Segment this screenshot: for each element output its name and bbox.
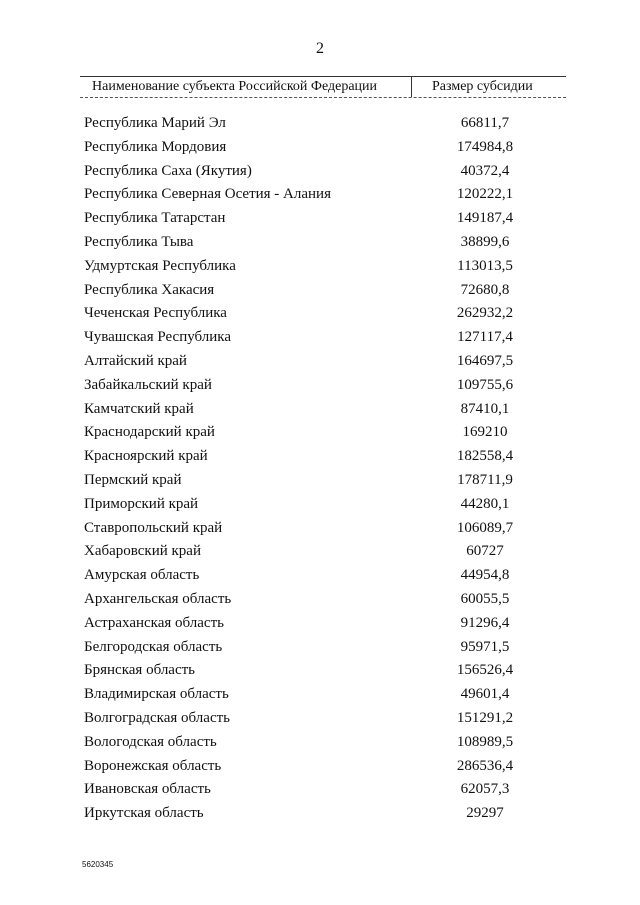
subject-name: Амурская область xyxy=(84,567,200,584)
subject-name: Волгоградская область xyxy=(84,709,230,726)
subject-name: Архангельская область xyxy=(84,590,232,607)
page-number: 2 xyxy=(316,40,324,57)
subject-name: Брянская область xyxy=(84,662,196,679)
subject-name: Иркутская область xyxy=(84,805,204,822)
subject-name: Республика Северная Осетия - Алания xyxy=(84,186,331,203)
subsidy-amount: 87410,1 xyxy=(460,400,510,417)
table-row xyxy=(0,636,640,660)
table-row xyxy=(0,564,640,588)
subsidy-amount: 169210 xyxy=(462,424,508,441)
subsidy-amount: 106089,7 xyxy=(456,519,514,536)
table-row xyxy=(0,207,640,231)
table-row xyxy=(0,326,640,350)
document-code: 5620345 xyxy=(82,860,114,869)
subject-name: Республика Марий Эл xyxy=(84,115,226,131)
subsidy-amount: 62057,3 xyxy=(460,781,510,798)
table-row xyxy=(0,445,640,469)
subject-name: Республика Мордовия xyxy=(84,138,227,155)
subsidy-amount: 108989,5 xyxy=(456,733,514,750)
subsidy-amount: 182558,4 xyxy=(456,448,514,465)
table-body xyxy=(0,112,640,826)
subject-name: Республика Тыва xyxy=(84,233,194,250)
column-header-name: Наименование субъекта Российской Федерации xyxy=(92,79,378,94)
subject-name: Красноярский край xyxy=(84,448,208,465)
subject-name: Чеченская Республика xyxy=(84,305,227,322)
table-header xyxy=(80,76,566,98)
subject-name: Удмуртская Республика xyxy=(84,257,236,274)
table-row xyxy=(0,231,640,255)
table-row xyxy=(0,755,640,779)
column-divider xyxy=(411,77,412,97)
subject-name: Хабаровский край xyxy=(84,543,201,560)
subsidy-amount: 286536,4 xyxy=(456,757,514,774)
subject-name: Ивановская область xyxy=(84,781,211,798)
subsidy-amount: 44954,8 xyxy=(460,567,510,584)
subject-name: Пермский край xyxy=(84,471,182,488)
table-row xyxy=(0,136,640,160)
table-row xyxy=(0,469,640,493)
table-row xyxy=(0,493,640,517)
subsidy-amount: 178711,9 xyxy=(457,471,513,488)
subsidy-amount: 262932,2 xyxy=(456,305,514,322)
subject-name: Приморский край xyxy=(84,495,199,512)
subsidy-amount: 120222,1 xyxy=(456,186,514,203)
subsidy-amount: 44280,1 xyxy=(460,495,510,512)
table-row xyxy=(0,279,640,303)
subject-name: Чувашская Республика xyxy=(84,329,232,346)
table-row xyxy=(0,802,640,826)
table-row xyxy=(0,421,640,445)
subject-name: Владимирская область xyxy=(84,686,229,703)
table-row xyxy=(0,517,640,541)
subsidy-amount: 151291,2 xyxy=(456,709,514,726)
subject-name: Воронежская область xyxy=(84,757,222,774)
subsidy-amount: 91296,4 xyxy=(460,614,510,631)
table-row xyxy=(0,612,640,636)
table-row xyxy=(0,707,640,731)
table-row xyxy=(0,731,640,755)
subject-name: Камчатский край xyxy=(84,400,194,417)
subsidy-amount: 164697,5 xyxy=(456,352,514,369)
subsidy-amount: 72680,8 xyxy=(460,281,510,298)
table-row xyxy=(0,183,640,207)
table-row xyxy=(0,350,640,374)
subject-name: Белгородская область xyxy=(84,638,223,655)
subject-name: Алтайский край xyxy=(84,352,187,369)
subsidy-amount: 60727 xyxy=(466,543,504,560)
subject-name: Вологодская область xyxy=(84,733,217,750)
table-row xyxy=(0,302,640,326)
table-row xyxy=(0,160,640,184)
subsidy-amount: 109755,6 xyxy=(456,376,514,393)
subsidy-amount: 40372,4 xyxy=(460,162,510,179)
subsidy-amount: 60055,5 xyxy=(460,590,510,607)
table-row xyxy=(0,588,640,612)
table-row xyxy=(0,683,640,707)
subject-name: Республика Саха (Якутия) xyxy=(84,162,252,179)
subsidy-amount: 29297 xyxy=(466,805,504,822)
subsidy-amount: 149187,4 xyxy=(456,210,514,227)
column-header-amount: Размер субсидии xyxy=(432,79,533,94)
table-row xyxy=(0,374,640,398)
table-row xyxy=(0,540,640,564)
subsidy-amount: 66811,7 xyxy=(460,115,510,131)
subject-name: Астраханская область xyxy=(84,614,224,631)
table-row xyxy=(0,659,640,683)
table-row xyxy=(0,778,640,802)
subsidy-amount: 95971,5 xyxy=(460,638,510,655)
subject-name: Республика Татарстан xyxy=(84,210,226,227)
subsidy-amount: 127117,4 xyxy=(457,329,513,346)
subject-name: Краснодарский край xyxy=(84,424,215,441)
subsidy-amount: 49601,4 xyxy=(460,686,510,703)
subject-name: Республика Хакасия xyxy=(84,281,215,298)
subsidy-amount: 174984,8 xyxy=(456,138,514,155)
table-row xyxy=(0,112,640,136)
subsidy-amount: 113013,5 xyxy=(457,257,513,274)
subject-name: Забайкальский край xyxy=(84,376,212,393)
subsidy-amount: 156526,4 xyxy=(456,662,514,679)
subject-name: Ставропольский край xyxy=(84,519,223,536)
table-row xyxy=(0,255,640,279)
subsidy-amount: 38899,6 xyxy=(460,233,510,250)
table-row xyxy=(0,398,640,422)
